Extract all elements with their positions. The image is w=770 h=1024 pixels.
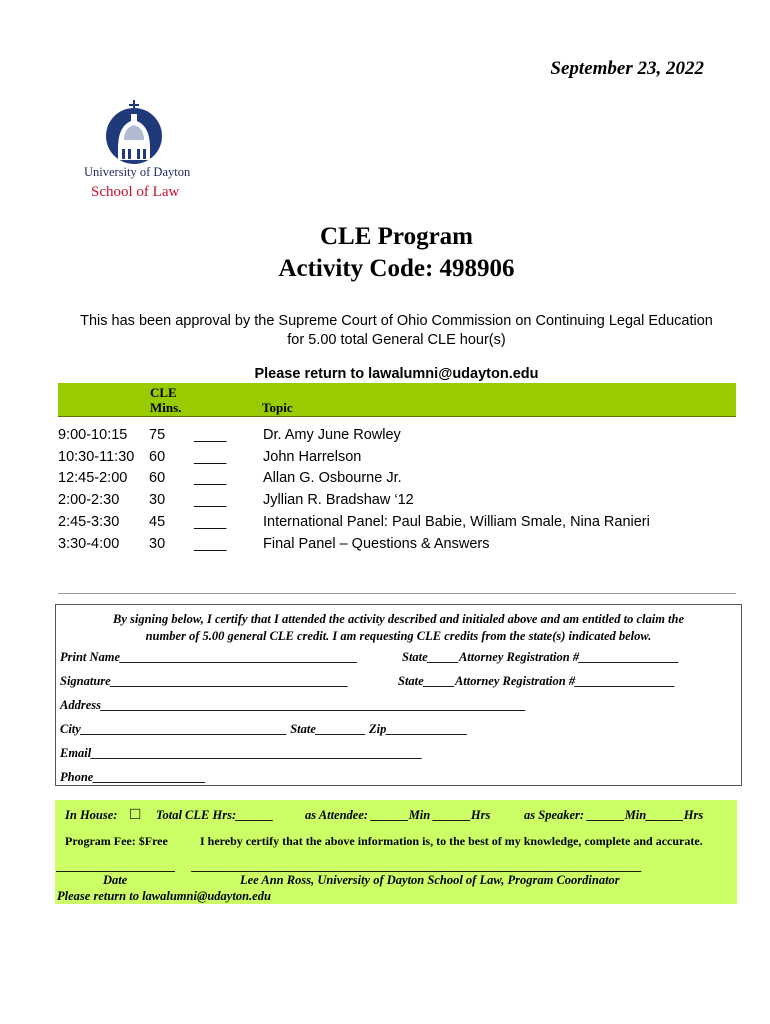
table-row: [58, 449, 758, 471]
row-mins: 60: [149, 470, 166, 486]
table-row: [58, 470, 758, 492]
address-field[interactable]: Address____________________________________________________________________: [60, 698, 526, 712]
speaker-field[interactable]: as Speaker: ______Min______Hrs: [524, 808, 704, 822]
in-house-label: In House:: [65, 808, 118, 822]
table-row: [58, 492, 758, 514]
initial-blank[interactable]: ____: [194, 536, 227, 552]
university-logo: [104, 98, 164, 166]
email-field[interactable]: Email_____________________________________________________: [60, 746, 423, 760]
row-topic: Jyllian R. Bradshaw ‘12: [263, 492, 414, 508]
office-use-footer: [55, 800, 737, 904]
accuracy-statement: I hereby certify that the above information is, to the best of my knowledge, complete and accurate.: [200, 834, 703, 848]
phone-field[interactable]: Phone__________________: [60, 770, 206, 784]
row-time: 10:30-11:30: [58, 449, 135, 465]
row-time: 3:30-4:00: [58, 536, 120, 552]
table-row: [58, 536, 758, 558]
header-mins-line1: CLE: [150, 385, 177, 400]
row-time: 9:00-10:15: [58, 427, 128, 443]
row-time: 2:00-2:30: [58, 492, 120, 508]
in-house-checkbox[interactable]: □: [130, 804, 141, 823]
header-mins-line2: Mins.: [150, 400, 182, 415]
city-state-zip-field[interactable]: City_________________________________ State________ Zip_____________: [60, 722, 468, 736]
row-topic: Allan G. Osbourne Jr.: [263, 470, 402, 486]
initial-blank[interactable]: ____: [194, 470, 227, 486]
initial-blank[interactable]: ____: [194, 449, 227, 465]
row-topic: John Harrelson: [263, 449, 362, 465]
approval-text-line1: This has been approval by the Supreme Court of Ohio Commission on Continuing Legal Education: [80, 313, 713, 329]
chapel-dome-icon: [104, 98, 164, 166]
row-time: 12:45-2:00: [58, 470, 128, 486]
initial-blank[interactable]: ____: [194, 514, 227, 530]
coordinator-label: Lee Ann Ross, University of Dayton School of Law, Program Coordinator: [240, 873, 620, 887]
certification-line2: number of 5.00 general CLE credit. I am requesting CLE credits from the state(s) indicated below.: [145, 629, 652, 643]
logo-school-name: School of Law: [91, 184, 180, 200]
initial-blank[interactable]: ____: [194, 492, 227, 508]
total-hrs-field[interactable]: Total CLE Hrs:______: [156, 808, 274, 822]
coordinator-signature-line[interactable]: ________________________________________________________________________: [192, 859, 642, 873]
date-signature-line[interactable]: ___________________: [57, 859, 176, 873]
schedule-table-header: [58, 383, 736, 417]
initial-blank[interactable]: ____: [194, 427, 227, 443]
row-mins: 30: [149, 536, 166, 552]
activity-code: Activity Code: 498906: [278, 255, 515, 282]
row-mins: 45: [149, 514, 166, 530]
return-instruction: Please return to lawalumni@udayton.edu: [254, 366, 539, 382]
print-name-field[interactable]: Print Name______________________________________: [60, 650, 358, 664]
approval-text-line2: for 5.00 total General CLE hour(s): [287, 332, 506, 348]
certification-line1: By signing below, I certify that I attended the activity described and initialed above and am entitled to claim the: [112, 612, 685, 626]
header-topic: Topic: [262, 400, 293, 415]
row-mins: 30: [149, 492, 166, 508]
row-topic: International Panel: Paul Babie, William Smale, Nina Ranieri: [263, 514, 650, 530]
logo-university-name: University of Dayton: [84, 165, 191, 179]
program-fee: Program Fee: $Free: [65, 834, 168, 848]
date-label: Date: [103, 873, 128, 887]
print-name-state-field[interactable]: State_____Attorney Registration #________________: [402, 650, 680, 664]
table-row: [58, 514, 758, 536]
row-topic: Dr. Amy June Rowley: [263, 427, 401, 443]
table-row: [58, 427, 758, 449]
attendee-field[interactable]: as Attendee: ______Min ______Hrs: [305, 808, 491, 822]
row-topic: Final Panel – Questions & Answers: [263, 536, 490, 552]
signature-field[interactable]: Signature______________________________________: [60, 674, 349, 688]
page-title: CLE Program: [320, 223, 473, 250]
footer-return-instruction: Please return to lawalumni@udayton.edu: [57, 889, 271, 903]
signature-state-field[interactable]: State_____Attorney Registration #________________: [398, 674, 676, 688]
divider: [58, 593, 736, 594]
row-time: 2:45-3:30: [58, 514, 120, 530]
certification-box: [55, 604, 742, 786]
row-mins: 60: [149, 449, 166, 465]
row-mins: 75: [149, 427, 166, 443]
document-date: September 23, 2022: [550, 58, 704, 79]
